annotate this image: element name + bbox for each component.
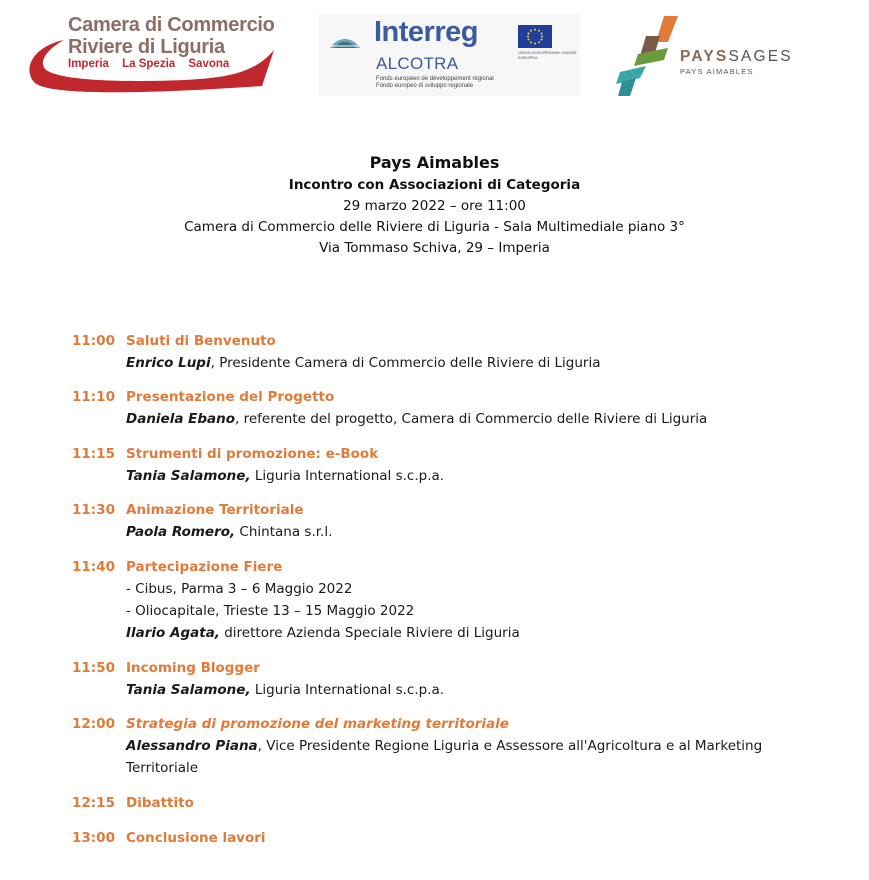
agenda-topic: Saluti di Benvenuto <box>126 333 276 349</box>
speaker-role: direttore Azienda Speciale Riviere di Liguria <box>219 625 520 641</box>
speaker-role: Chintana s.r.l. <box>235 524 333 540</box>
payssages-name-a: PAYS <box>680 48 729 65</box>
speaker-role: , referente del progetto, Camera di Commercio delle Riviere di Liguria <box>235 411 708 427</box>
agenda-item <box>72 657 832 713</box>
agenda-time: 11:30 <box>72 502 115 518</box>
speaker-name: Daniela Ebano <box>126 411 236 427</box>
agenda-time: 11:10 <box>72 389 115 405</box>
agenda-detail: - Oliocapitale, Trieste 13 – 15 Maggio 2022 <box>126 603 415 619</box>
agenda-topic: Presentazione del Progetto <box>126 389 335 405</box>
agenda-time: 12:00 <box>72 716 115 732</box>
fund-text-it: Fondo europeo di sviluppo regionale <box>376 83 474 89</box>
payssages-name <box>680 48 793 66</box>
agenda-speaker-line <box>126 521 832 543</box>
payssages-mark-icon <box>616 14 680 98</box>
speaker-name: Paola Romero, <box>126 524 236 540</box>
agenda-topic: Conclusione lavori <box>126 830 266 846</box>
agenda-item <box>72 792 832 827</box>
agenda-time: 11:15 <box>72 446 115 462</box>
event-title: Pays Aimables <box>369 153 500 172</box>
speaker-name: Tania Salamone, <box>126 682 251 698</box>
agenda-speaker-line <box>126 735 832 779</box>
city-imperia: Imperia <box>68 58 109 70</box>
agenda-topic: Incoming Blogger <box>126 660 260 676</box>
agenda-speaker-line <box>126 408 832 430</box>
camera-logo-cities <box>68 58 239 70</box>
agenda-time: 11:50 <box>72 660 115 676</box>
agenda-topic: Dibattito <box>126 795 194 811</box>
agenda-topic: Animazione Territoriale <box>126 502 304 518</box>
city-savona: Savona <box>188 58 230 70</box>
agenda-speaker-line <box>126 465 832 487</box>
payssages-logo <box>616 14 816 98</box>
event-date: 29 marzo 2022 – ore 11:00 <box>343 198 526 214</box>
camera-logo-line2: Riviere di Liguria <box>68 36 225 58</box>
payssages-name-b: SAGES <box>728 48 793 65</box>
speaker-name: Enrico Lupi <box>126 355 211 371</box>
agenda-item <box>72 556 832 657</box>
agenda-time: 12:15 <box>72 795 115 811</box>
speaker-name: Alessandro Piana <box>126 738 258 754</box>
city-la-spezia: La Spezia <box>122 58 176 70</box>
event-subtitle: Incontro con Associazioni di Categoria <box>288 177 581 193</box>
speaker-role: , Presidente Camera di Commercio delle Riviere di Liguria <box>210 355 601 371</box>
event-venue: Camera di Commercio delle Riviere di Liguria - Sala Multimediale piano 3° <box>184 219 685 235</box>
interreg-alcotra-logo <box>318 14 580 96</box>
camera-logo-line1: Camera di Commercio <box>68 14 275 36</box>
eu-caption: UNION EUROPÉENNE UNIONE EUROPEA <box>518 50 577 60</box>
event-header <box>0 152 869 259</box>
interreg-name: Interreg <box>374 16 478 48</box>
agenda-topic: Partecipazione Fiere <box>126 559 283 575</box>
speaker-role: , Vice Presidente Regione Liguria e Assessore all'Agricoltura e al Marketing Territoriale <box>126 738 763 776</box>
agenda-detail: - Cibus, Parma 3 – 6 Maggio 2022 <box>126 581 353 597</box>
payssages-subtitle: PAYS AIMABLES <box>680 67 754 76</box>
eu-flag-icon <box>518 25 552 48</box>
speaker-role: Liguria International s.c.p.a. <box>250 468 445 484</box>
speaker-name: Tania Salamone, <box>126 468 251 484</box>
agenda-time: 13:00 <box>72 830 115 846</box>
event-address: Via Tommaso Schiva, 29 – Imperia <box>319 240 550 256</box>
agenda <box>72 330 832 851</box>
agenda-item <box>72 330 832 386</box>
agenda-speaker-line <box>126 352 832 374</box>
agenda-speaker-line <box>126 679 832 701</box>
agenda-item <box>72 499 832 556</box>
camera-commercio-logo <box>24 10 274 100</box>
agenda-speaker-line <box>126 622 832 644</box>
agenda-item <box>72 443 832 499</box>
speaker-name: Ilario Agata, <box>126 625 220 641</box>
agenda-topic: Strumenti di promozione: e-Book <box>126 446 379 462</box>
agenda-item <box>72 386 832 443</box>
agenda-topic: Strategia di promozione del marketing territoriale <box>126 716 509 732</box>
alcotra-mountain-icon <box>328 32 362 50</box>
agenda-item <box>72 827 832 851</box>
agenda-time: 11:00 <box>72 333 115 349</box>
alcotra-name: ALCOTRA <box>376 54 459 73</box>
agenda-item <box>72 713 832 792</box>
fund-text-fr: Fonds européen de développement régional <box>376 76 494 82</box>
agenda-time: 11:40 <box>72 559 115 575</box>
speaker-role: Liguria International s.c.p.a. <box>250 682 445 698</box>
